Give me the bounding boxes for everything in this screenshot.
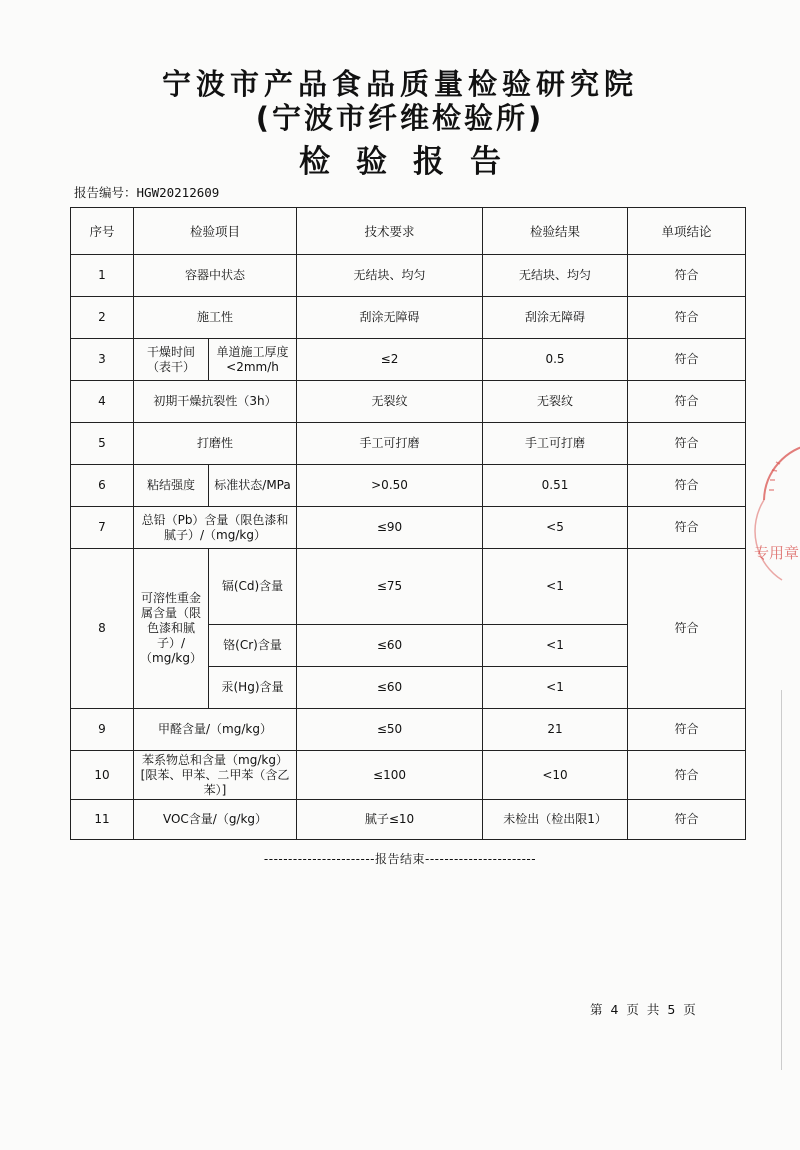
header-cell: 检验结果	[483, 208, 628, 255]
requirement: 腻子≤10	[297, 800, 483, 840]
table-row	[71, 549, 746, 625]
result: <1	[483, 625, 628, 667]
requirement: ≤100	[297, 751, 483, 800]
test-item: 容器中状态	[134, 255, 297, 297]
test-item: 甲醛含量/（mg/kg）	[134, 709, 297, 751]
result: <1	[483, 549, 628, 625]
test-sub-item: 单道施工厚度<2mm/h	[209, 339, 297, 381]
requirement: ≤2	[297, 339, 483, 381]
table-row	[71, 709, 746, 751]
header-cell: 单项结论	[628, 208, 746, 255]
requirement: ≤90	[297, 507, 483, 549]
row-number: 4	[71, 381, 134, 423]
table-row	[71, 465, 746, 507]
report-number-label: 报告编号：	[74, 185, 137, 200]
row-number: 8	[71, 549, 134, 709]
seal-text: 专用章	[754, 544, 800, 562]
result: 刮涂无障碍	[483, 297, 628, 339]
verdict: 符合	[628, 381, 746, 423]
test-item: VOC含量/（g/kg）	[134, 800, 297, 840]
report-number-value: HGW20212609	[136, 185, 220, 200]
institute-title: 宁波市产品食品质量检验研究院	[161, 67, 638, 101]
report-end-marker: -----------------------报告结束-----------------------	[263, 852, 537, 866]
institute-subtitle: (宁波市纤维检验所)	[255, 101, 545, 135]
test-sub-item: 铬(Cr)含量	[209, 625, 297, 667]
table-row	[71, 297, 746, 339]
requirement: ≤75	[297, 549, 483, 625]
report-number	[74, 183, 219, 201]
table-header-row	[71, 208, 746, 255]
table-row	[71, 507, 746, 549]
table-row	[71, 381, 746, 423]
seal-graphic	[752, 440, 800, 600]
table-row	[71, 255, 746, 297]
header-cell: 技术要求	[297, 208, 483, 255]
test-sub-item: 汞(Hg)含量	[209, 667, 297, 709]
requirement: 手工可打磨	[297, 423, 483, 465]
table-row	[71, 339, 746, 381]
table-row	[71, 751, 746, 800]
result: 手工可打磨	[483, 423, 628, 465]
row-number: 10	[71, 751, 134, 800]
verdict: 符合	[628, 465, 746, 507]
inspection-table	[70, 207, 746, 840]
requirement: 刮涂无障碍	[297, 297, 483, 339]
requirement: 无裂纹	[297, 381, 483, 423]
verdict: 符合	[628, 255, 746, 297]
verdict: 符合	[628, 549, 746, 709]
verdict: 符合	[628, 800, 746, 840]
header-cell: 序号	[71, 208, 134, 255]
result: 无裂纹	[483, 381, 628, 423]
test-sub-item: 标准状态/MPa	[209, 465, 297, 507]
result: 未检出（检出限1）	[483, 800, 628, 840]
report-title: 检验报告	[299, 144, 527, 180]
requirement: ≤60	[297, 625, 483, 667]
requirement: >0.50	[297, 465, 483, 507]
test-item: 初期干燥抗裂性（3h）	[134, 381, 297, 423]
verdict: 符合	[628, 297, 746, 339]
result: <10	[483, 751, 628, 800]
row-number: 6	[71, 465, 134, 507]
page-edge-line	[781, 690, 782, 1070]
test-item: 打磨性	[134, 423, 297, 465]
test-item: 可溶性重金属含量（限色漆和腻子）/（mg/kg）	[134, 549, 209, 709]
test-item: 总铅（Pb）含量（限色漆和腻子）/（mg/kg）	[134, 507, 297, 549]
result: 无结块、均匀	[483, 255, 628, 297]
page-number: 第 4 页 共 5 页	[590, 1002, 696, 1017]
row-number: 3	[71, 339, 134, 381]
verdict: 符合	[628, 339, 746, 381]
row-number: 7	[71, 507, 134, 549]
result: <5	[483, 507, 628, 549]
test-item: 苯系物总和含量（mg/kg）[限苯、甲苯、二甲苯（含乙苯）]	[134, 751, 297, 800]
row-number: 11	[71, 800, 134, 840]
result: 21	[483, 709, 628, 751]
table-row	[71, 800, 746, 840]
row-number: 1	[71, 255, 134, 297]
row-number: 5	[71, 423, 134, 465]
header-cell: 检验项目	[134, 208, 297, 255]
test-item: 粘结强度	[134, 465, 209, 507]
verdict: 符合	[628, 751, 746, 800]
verdict: 符合	[628, 507, 746, 549]
official-seal-stamp	[752, 440, 800, 600]
requirement: ≤50	[297, 709, 483, 751]
table-row	[71, 423, 746, 465]
result: 0.5	[483, 339, 628, 381]
requirement: 无结块、均匀	[297, 255, 483, 297]
test-sub-item: 镉(Cd)含量	[209, 549, 297, 625]
row-number: 9	[71, 709, 134, 751]
verdict: 符合	[628, 709, 746, 751]
test-item: 干燥时间（表干）	[134, 339, 209, 381]
verdict: 符合	[628, 423, 746, 465]
result: <1	[483, 667, 628, 709]
requirement: ≤60	[297, 667, 483, 709]
row-number: 2	[71, 297, 134, 339]
test-item: 施工性	[134, 297, 297, 339]
result: 0.51	[483, 465, 628, 507]
